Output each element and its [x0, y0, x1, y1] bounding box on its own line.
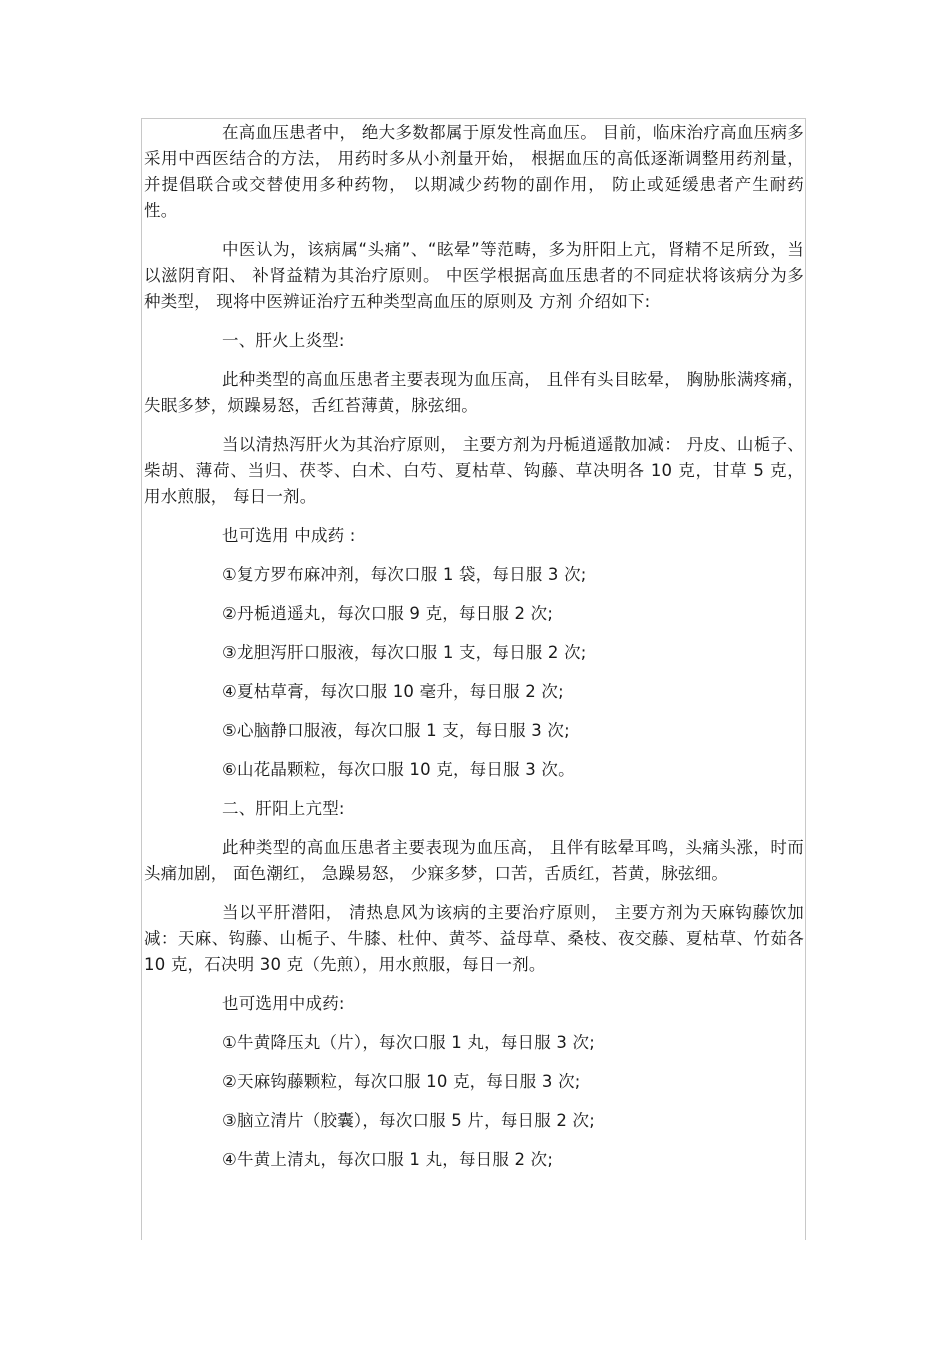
intro-paragraph: 在高血压患者中， 绝大多数都属于原发性高血压。 目前，临床治疗高血压病多采用中西医结合的方法， 用药时多从小剂量开始， 根据血压的高低逐渐调整用药剂量， 并提倡联合或交替使用多种药物， 以期减少药物的副作用， 防止或延缓患者产生耐药性。	[144, 123, 804, 220]
document-body	[144, 120, 804, 1186]
medicine-item: ④牛黄上清丸，每次口服 1 丸，每日服 2 次;	[222, 1150, 554, 1169]
medicine-item: ⑥山花晶颗粒，每次口服 10 克，每日服 3 次。	[222, 760, 575, 779]
symptoms-paragraph-2: 此种类型的高血压患者主要表现为血压高， 且伴有眩晕耳鸣，头痛头涨，时而头痛加剧， 面色潮红， 急躁易怒， 少寐多梦，口苦，舌质红，苔黄，脉弦细。	[144, 838, 804, 883]
treatment-paragraph-1: 当以清热泻肝火为其治疗原则， 主要方剂为丹栀逍遥散加减： 丹皮、山栀子、柴胡、薄荷、当归、茯苓、白术、白芍、夏枯草、钩藤、草决明各 10 克，甘草 5 克， 用水煎服， 每日一剂。	[144, 435, 804, 506]
medicine-item: ②天麻钩藤颗粒，每次口服 10 克，每日服 3 次;	[222, 1072, 581, 1091]
tcm-overview-paragraph: 中医认为，该病属“头痛”、“眩晕”等范畴，多为肝阳上亢，肾精不足所致，当以滋阴育阳、 补肾益精为其治疗原则。 中医学根据高血压患者的不同症状将该病分为多种类型， 现将中医辨证治疗五种类型高血压的原则及 方剂 介绍如下:	[144, 240, 804, 311]
section-heading-2: 二、肝阳上亢型:	[222, 799, 345, 818]
patent-medicine-label-1: 也可选用 中成药 :	[222, 526, 356, 545]
medicine-item: ③龙胆泻肝口服液，每次口服 1 支，每日服 2 次;	[222, 643, 587, 662]
treatment-paragraph-2: 当以平肝潜阳， 清热息风为该病的主要治疗原则， 主要方剂为天麻钩藤饮加减：天麻、钩藤、山栀子、牛膝、杜仲、黄芩、益母草、桑枝、夜交藤、夏枯草、竹茹各 10 克，石决明 30 克（先煎），用水煎服，每日一剂。	[144, 903, 804, 974]
medicine-item: ④夏枯草膏，每次口服 10 毫升，每日服 2 次;	[222, 682, 564, 701]
section-heading-1: 一、肝火上炎型:	[222, 331, 345, 350]
medicine-item: ⑤心脑静口服液，每次口服 1 支，每日服 3 次;	[222, 721, 570, 740]
medicine-item: ③脑立清片（胶囊），每次口服 5 片，每日服 2 次;	[222, 1111, 595, 1130]
medicine-item: ①复方罗布麻冲剂，每次口服 1 袋，每日服 3 次;	[222, 565, 587, 584]
medicine-item: ①牛黄降压丸（片），每次口服 1 丸，每日服 3 次;	[222, 1033, 595, 1052]
patent-medicine-label-2: 也可选用中成药:	[222, 994, 345, 1013]
medicine-item: ②丹栀逍遥丸，每次口服 9 克，每日服 2 次;	[222, 604, 554, 623]
symptoms-paragraph-1: 此种类型的高血压患者主要表现为血压高， 且伴有头目眩晕， 胸胁胀满疼痛，失眠多梦，烦躁易怒，舌红苔薄黄，脉弦细。	[144, 370, 804, 415]
